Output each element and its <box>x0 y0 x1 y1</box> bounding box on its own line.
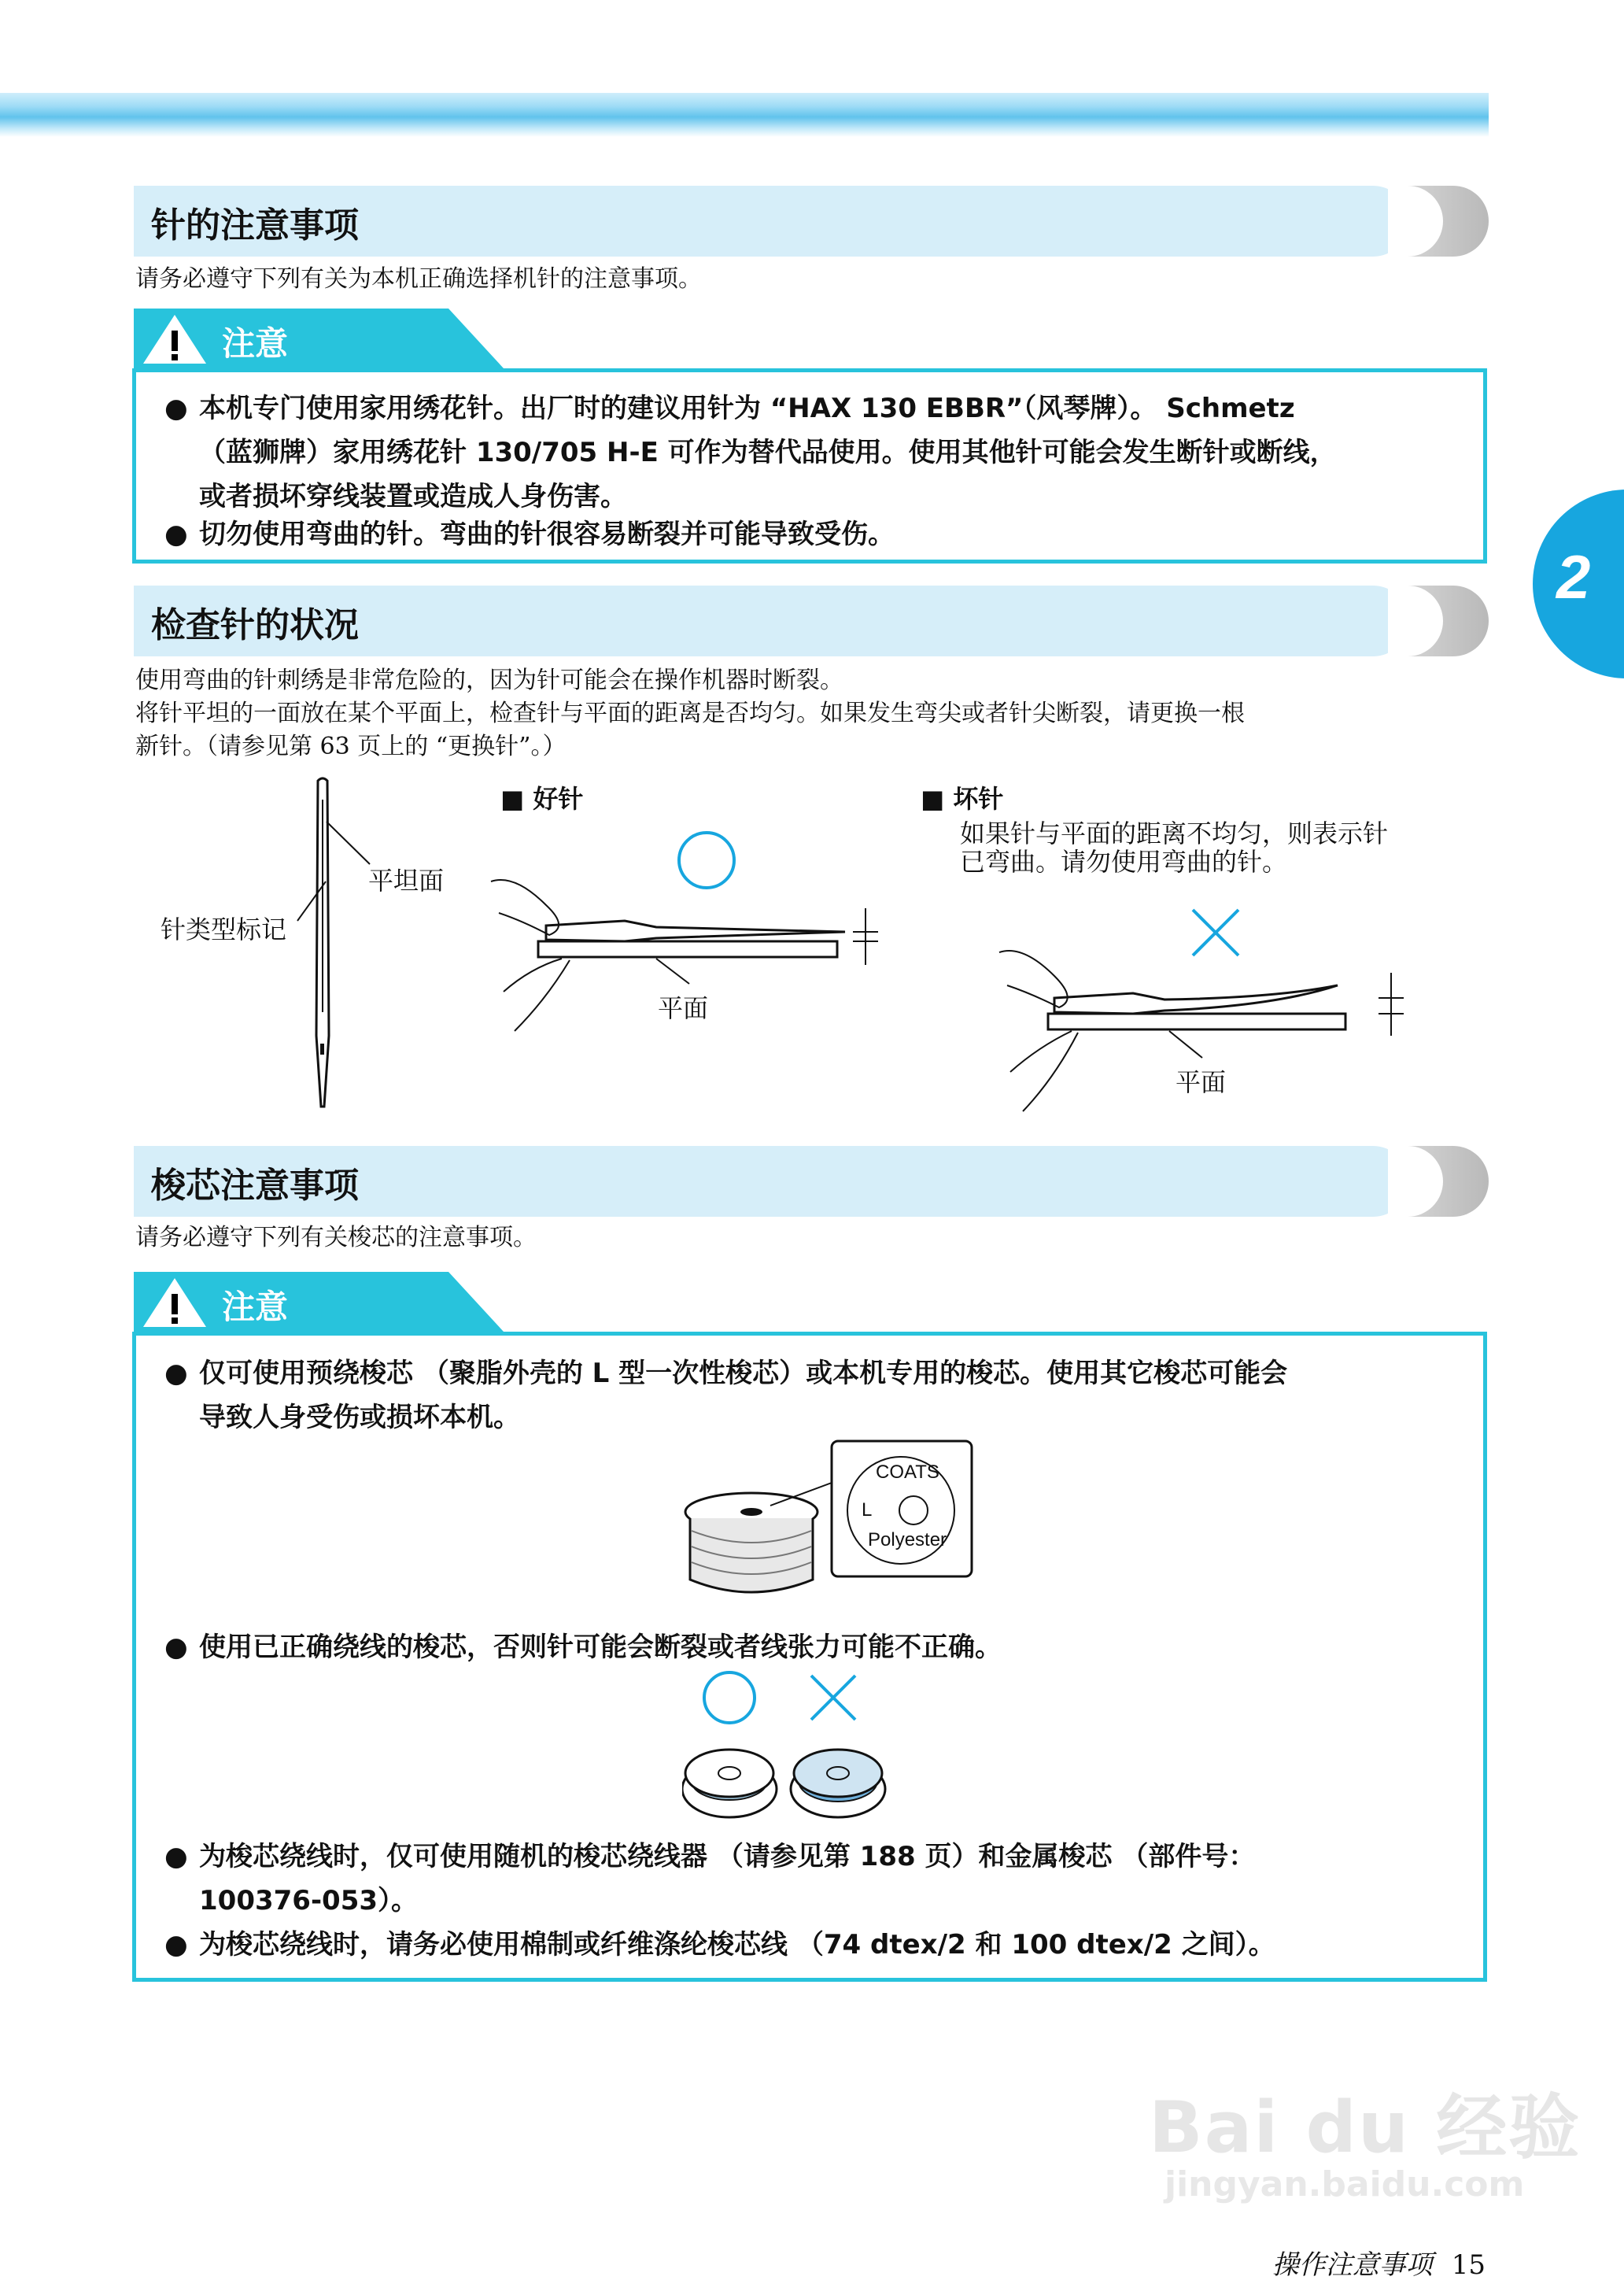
page-footer: 操作注意事项 15 <box>1272 2249 1486 2281</box>
intro-line-2: 将针平坦的一面放在某个平面上，检查针与平面的距离是否均匀。如果发生弯尖或者针尖断裂，请更换一根 <box>135 700 1245 727</box>
bad-needle-title: ■ 坏针 <box>921 784 1004 814</box>
caution-label: 注意 <box>134 1272 504 1332</box>
section-intro: 请务必遵守下列有关为本机正确选择机针的注意事项。 <box>135 265 702 293</box>
bad-desc-line-2: 已弯曲。请勿使用弯曲的针。 <box>960 847 1288 877</box>
section-header-bobbin-notes <box>134 1146 1489 1217</box>
caution-box-bobbin: ● 仅可使用预绕梭芯 （聚脂外壳的 L 型一次性梭芯）或本机专用的梭芯。使用其它梭芯可能会 导致人身受伤或损坏本机。 COATS L Polyester ● 使用已正确绕线的梭芯，否则针可能会断裂或者线张力可能不正确。 ● 为梭芯绕线时，仅可使用随机的梭芯绕线器 （请参见第 188 页）和金属梭芯 （部件号： 100376-053）。 ● 为梭芯绕线时，请务必使用棉制或纤维涤纶梭芯线 （74 dtex/2 和 100 dtex/2 之间）。 <box>132 1332 1487 1982</box>
page-number: 15 <box>1451 2249 1486 2281</box>
bad-desc-line-1: 如果针与平面的距离不均匀，则表示针 <box>960 819 1389 848</box>
section-intro: 请务必遵守下列有关梭芯的注意事项。 <box>135 1224 537 1251</box>
wound-bobbins-illustration <box>682 1671 918 1828</box>
caution-label: 注意 <box>134 309 504 368</box>
caution-label-bg <box>134 309 504 368</box>
section-header-needle-notes <box>134 186 1489 257</box>
section-title: 针的注意事项 <box>151 205 359 246</box>
bad-surface-label: 平面 <box>1176 1067 1227 1097</box>
chapter-tab: 2 <box>1533 490 1624 678</box>
coats-label: COATS <box>876 1462 939 1483</box>
watermark-brand: Bai du 经验 <box>1149 2086 1582 2169</box>
circle-ok-icon <box>704 1672 755 1723</box>
good-needle-illustration <box>483 826 900 1086</box>
caution-box-needle: ● 本机专门使用家用绣花针。出厂时的建议用针为 “HAX 130 EBBR”（风琴牌）。 Schmetz （蓝狮牌）家用绣花针 130/705 H-E 可作为替代品使用。使用其他针可能会发生断针或断线， 或者损坏穿线装置或造成人身伤害。 ● 切勿使用弯曲的针。弯曲的针很容易断裂并可能导致受伤。 <box>132 368 1487 564</box>
circle-ok-icon <box>679 833 734 888</box>
polyester-label: Polyester <box>868 1529 947 1550</box>
section-title: 检查针的状况 <box>151 605 359 645</box>
good-needle-title: ■ 好针 <box>500 784 584 814</box>
good-surface-label: 平面 <box>658 993 709 1023</box>
label-type-mark: 针类型标记 <box>161 915 287 944</box>
intro-line-3: 新针。（请参见第 63 页上的 “更换针”。） <box>135 733 567 760</box>
watermark-url: jingyan.baidu.com <box>1164 2164 1525 2204</box>
label-flat-side: 平坦面 <box>368 866 445 896</box>
section-header-needle-check <box>134 586 1489 656</box>
section-title: 梭芯注意事项 <box>151 1166 359 1206</box>
l-label: L <box>862 1499 873 1521</box>
intro-line-1: 使用弯曲的针刺绣是非常危险的，因为针可能会在操作机器时断裂。 <box>135 667 843 694</box>
caution-label-bg <box>134 1272 504 1332</box>
top-banner <box>0 93 1489 137</box>
